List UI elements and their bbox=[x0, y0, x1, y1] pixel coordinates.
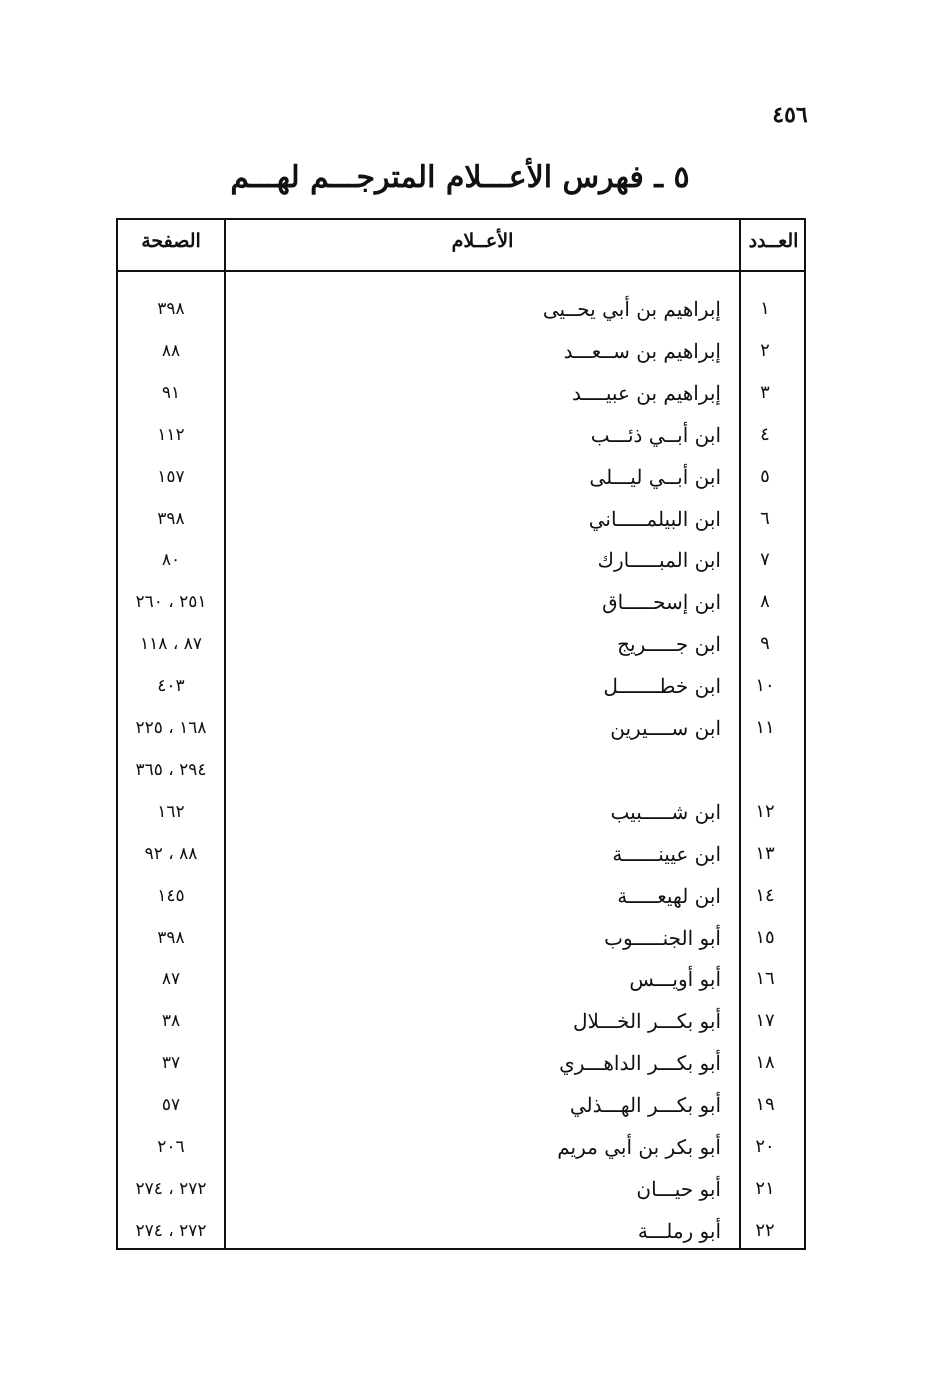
person-name: أبو الجنـــــوب bbox=[604, 925, 721, 950]
person-name: أبو حيـــان bbox=[636, 1176, 721, 1201]
table-row bbox=[118, 414, 804, 456]
page-refs: ٥٧ bbox=[161, 1095, 181, 1116]
row-number: ١٢ bbox=[755, 800, 775, 822]
index-table bbox=[116, 218, 806, 1250]
row-number: ١ bbox=[760, 298, 770, 319]
page-refs: ٣٩٨ bbox=[157, 927, 185, 948]
table-row bbox=[118, 456, 804, 498]
header-number: العــدد bbox=[748, 230, 799, 252]
table-row bbox=[118, 1210, 804, 1252]
row-number: ٣ bbox=[760, 381, 770, 403]
page-refs: ٣٩٨ bbox=[157, 508, 185, 529]
page-refs: ١٦٨ ، ٢٢٥ bbox=[135, 718, 207, 738]
row-number: ١٨ bbox=[755, 1052, 775, 1074]
person-name: ابن عيينــــــة bbox=[612, 841, 721, 866]
person-name: أبو رملـــة bbox=[637, 1218, 721, 1243]
table-row bbox=[118, 1084, 804, 1126]
page-refs: ٣٨ bbox=[161, 1011, 181, 1032]
page-refs: ٢٧٢ ، ٢٧٤ bbox=[135, 1178, 207, 1199]
row-number: ٦ bbox=[760, 507, 770, 529]
header-page: الصفحة bbox=[141, 230, 201, 252]
person-name: ابن لهيعـــــة bbox=[617, 883, 721, 908]
row-number: ١١ bbox=[755, 717, 775, 738]
person-name: ابن المبـــــارك bbox=[597, 548, 721, 573]
person-name: أبو بكـــر الخـــلال bbox=[573, 1009, 721, 1034]
person-name: إبراهيم بن عبيــــد bbox=[571, 380, 721, 405]
page-refs: ٣٧ bbox=[161, 1053, 181, 1074]
page-refs: ٤٠٣ bbox=[157, 676, 185, 697]
page-refs: ٩١ bbox=[161, 382, 181, 403]
row-number: ٢٠ bbox=[755, 1136, 775, 1157]
table-row bbox=[118, 1126, 804, 1168]
row-number: ٢١ bbox=[755, 1177, 775, 1199]
person-name: أبو بكر بن أبي مريم bbox=[557, 1135, 721, 1159]
person-name: إبراهيم بن أبي يحــيى bbox=[542, 297, 721, 321]
row-number: ١٦ bbox=[755, 968, 775, 990]
page-refs: ٨٠ bbox=[161, 550, 181, 571]
table-row bbox=[118, 791, 804, 833]
table-row bbox=[118, 958, 804, 1000]
person-name: أبو أويـــس bbox=[629, 967, 721, 992]
row-number: ٥ bbox=[760, 465, 770, 487]
table-row bbox=[118, 707, 804, 749]
row-number: ١٩ bbox=[755, 1094, 775, 1116]
page-refs: ١٥٧ bbox=[157, 466, 185, 487]
person-name: ابن أبــي ليـــلى bbox=[589, 464, 721, 489]
row-number: ١٤ bbox=[755, 884, 775, 906]
table-row bbox=[118, 539, 804, 581]
page-refs: ٨٧ ، ١١٨ bbox=[140, 634, 202, 655]
header-divider bbox=[118, 270, 804, 272]
row-number: ٩ bbox=[760, 633, 770, 655]
table-row bbox=[118, 330, 804, 372]
row-number: ١٥ bbox=[755, 926, 775, 948]
table-row bbox=[118, 665, 804, 707]
row-number: ٨ bbox=[760, 591, 770, 613]
page-number: ٤٥٦ bbox=[772, 102, 808, 128]
page-refs: ٨٨ ، ٩٢ bbox=[144, 843, 198, 864]
person-name: ابن ســــيرين bbox=[610, 716, 721, 740]
row-number: ١٣ bbox=[755, 842, 775, 864]
row-number: ١٧ bbox=[755, 1010, 775, 1032]
person-name: ابن جـــــريج bbox=[617, 632, 721, 657]
table-row bbox=[118, 1000, 804, 1042]
page-refs: ٢٧٢ ، ٢٧٤ bbox=[135, 1220, 207, 1241]
page-refs: ١٤٥ bbox=[157, 885, 185, 906]
table-row bbox=[118, 581, 804, 623]
page-title: ٥ ـ فهرس الأعـــلام المترجـــم لهـــم bbox=[230, 160, 690, 195]
table-row bbox=[118, 749, 804, 791]
person-name: ابن البيلمـــــاني bbox=[588, 506, 721, 531]
person-name: ابن إسحـــــاق bbox=[602, 590, 721, 615]
page-refs: ٣٩٨ bbox=[157, 299, 185, 319]
row-number: ١٠ bbox=[755, 675, 775, 697]
page-refs: ١٦٢ bbox=[157, 801, 185, 822]
page-refs: ٢٩٤ ، ٣٦٥ bbox=[135, 759, 207, 780]
table-row bbox=[118, 288, 804, 330]
table-row bbox=[118, 875, 804, 917]
page-refs: ٢٠٦ bbox=[157, 1137, 185, 1157]
person-name: ابن خطـــــــل bbox=[603, 674, 721, 699]
person-name: ابن شـــــبيب bbox=[610, 799, 721, 824]
table-row bbox=[118, 498, 804, 540]
row-number: ٢٢ bbox=[755, 1219, 775, 1241]
table-row bbox=[118, 623, 804, 665]
page-refs: ١١٢ bbox=[157, 424, 185, 445]
person-name: إبراهيم بن ســعـــد bbox=[563, 338, 721, 363]
person-name: أبو بكـــر الداهـــري bbox=[559, 1051, 721, 1076]
header-name: الأعــلام bbox=[451, 230, 514, 252]
table-row bbox=[118, 372, 804, 414]
row-number: ٧ bbox=[760, 549, 770, 571]
page-refs: ٨٨ bbox=[161, 340, 181, 361]
table-row bbox=[118, 1168, 804, 1210]
person-name: ابن أبــي ذئـــب bbox=[590, 422, 721, 447]
table-row bbox=[118, 833, 804, 875]
person-name: أبو بكـــر الهـــذلي bbox=[569, 1093, 721, 1118]
table-row bbox=[118, 917, 804, 959]
row-number: ٢ bbox=[760, 339, 770, 361]
row-number: ٤ bbox=[760, 423, 770, 445]
table-row bbox=[118, 1042, 804, 1084]
page-refs: ٢٥١ ، ٢٦٠ bbox=[135, 592, 207, 613]
page-refs: ٨٧ bbox=[161, 969, 181, 990]
